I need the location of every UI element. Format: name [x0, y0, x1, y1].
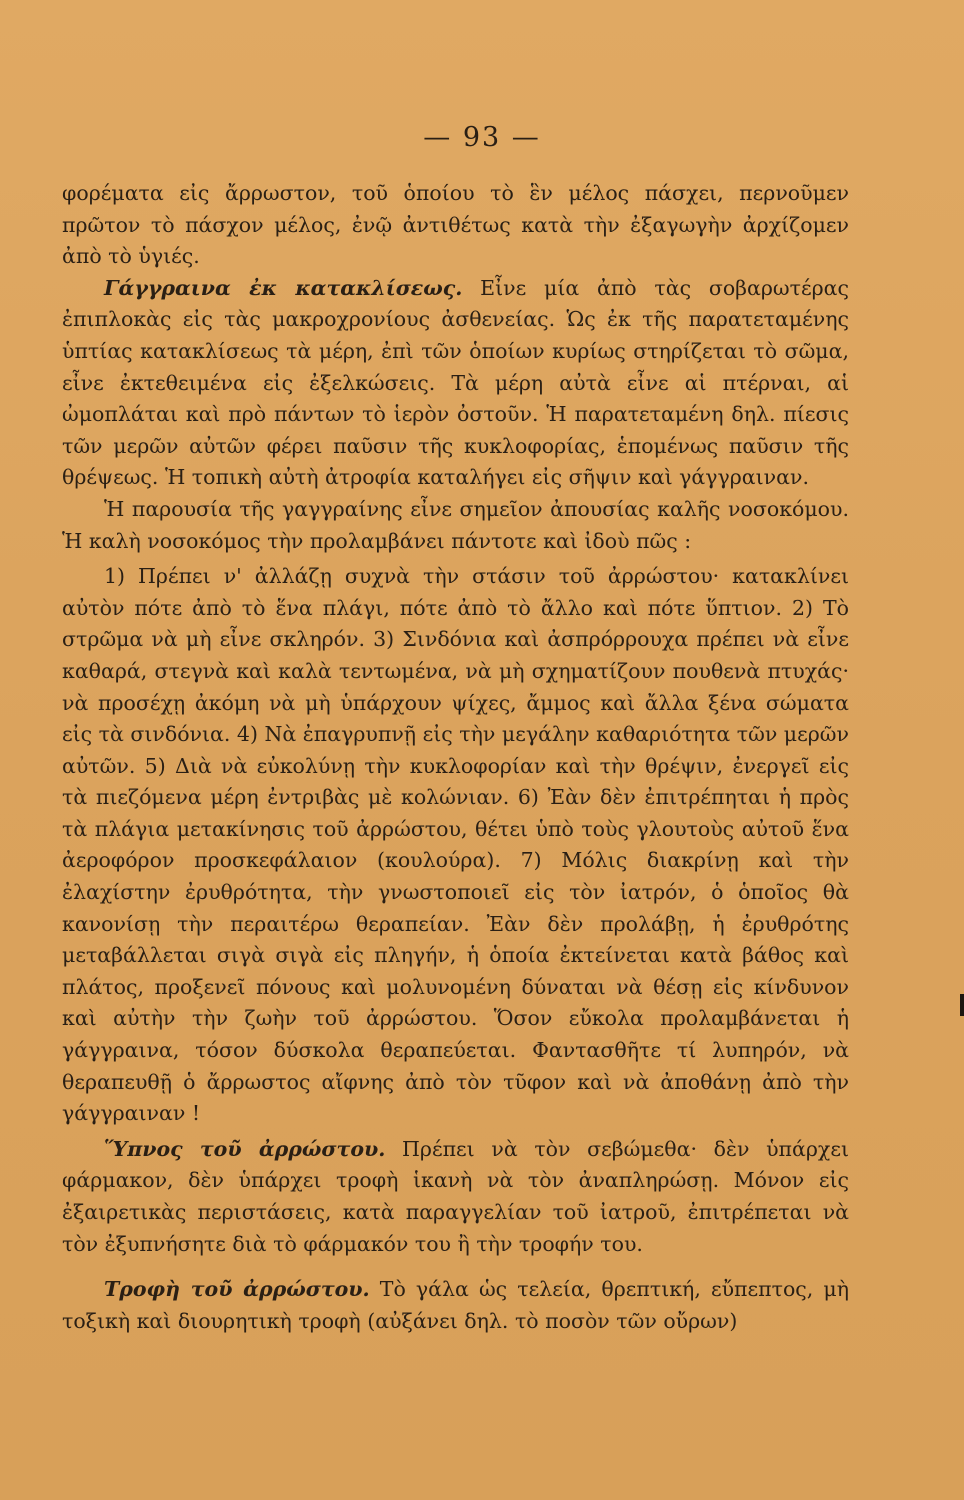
paragraph-sleep [62, 1134, 849, 1260]
paragraph-gangrene [62, 273, 849, 494]
paragraph-food [62, 1274, 849, 1337]
body-text [62, 178, 849, 1337]
section-heading-gangrene: Γάγγραινα ἐκ κατακλίσεως. [104, 275, 463, 300]
paragraph-nurse [62, 494, 849, 557]
paragraph-text: Πρέπει νὰ τὸν σεβώμεθα· δὲν ὑπάρχει φάρμακον, δὲν ὑπάρχει τροφὴ ἱκανὴ νὰ τὸν ἀναπληρώσῃ. Μόνον εἰς ἐξαιρετικὰς περιστάσεις, κατὰ παραγγελίαν τοῦ ἰατροῦ, ἐπιτρέπεται νὰ τὸν ἐξυπνήσητε διὰ τὸ φάρμακόν του ἢ τὴν τροφήν του. [62, 1136, 850, 1256]
section-heading-food: Τροφὴ τοῦ ἀρρώστου. [104, 1277, 370, 1302]
section-heading-sleep: Ὕπνος τοῦ ἀρρώστου. [104, 1136, 386, 1161]
paragraph-text: Ἡ παρουσία τῆς γαγγραίνης εἶνε σημεῖον ἀπουσίας καλῆς νοσοκόμου. Ἡ καλὴ νοσοκόμος τὴν προλαμβάνει πάντοτε καὶ ἰδοὺ πῶς : [62, 496, 849, 553]
paragraph-text: Τὸ γάλα ὡς τελεία, θρεπτική, εὔπεπτος, μὴ τοξικὴ καὶ διουρητικὴ τροφὴ (αὐξάνει δηλ. τὸ ποσὸν τῶν οὔρων) [62, 1277, 849, 1333]
page-number: — 93 — [423, 122, 541, 153]
paragraph-measures [62, 561, 849, 1130]
paragraph-text: 1) Πρέπει ν' ἀλλάζῃ συχνὰ τὴν στάσιν τοῦ ἀρρώστου· κατακλίνει αὐτὸν πότε ἀπὸ τὸ ἕνα πλάγι, πότε ἀπὸ τὸ ἄλλο καὶ πότε ὕπτιον. 2) Τὸ στρῶμα νὰ μὴ εἶνε σκληρόν. 3) Σινδόνια καὶ ἀσπρόρρουχα πρέπει νὰ εἶνε καθαρά, στεγνὰ καὶ καλὰ τεντωμένα, νὰ μὴ σχηματίζουν πουθενὰ πτυχάς· νὰ προσέχῃ ἀκόμη νὰ μὴ ὑπάρχουν ψίχες, ἄμμος καὶ ἄλλα ξένα σώματα εἰς τὰ σινδόνια. 4) Νὰ ἐπαγρυπνῇ εἰς τὴν μεγάλην καθαριότητα τῶν μερῶν αὐτῶν. 5) Διὰ νὰ εὐκολύνῃ τὴν κυκλοφορίαν καὶ τὴν θρέψιν, ἐνεργεῖ εἰς τὰ πιεζόμενα μέρη ἐντριβὰς μὲ κολώνιαν. 6) Ἐὰν δὲν ἐπιτρέπηται ἡ πρὸς τὰ πλάγια μετακίνησις τοῦ ἀρρώστου, θέτει ὑπὸ τοὺς γλουτοὺς αὐτοῦ ἕνα ἀεροφόρον προσκεφάλαιον (κουλούρα). 7) Μόλις διακρίνῃ καὶ τὴν ἐλαχίστην ἐρυθρότητα, τὴν γνωστοποιεῖ εἰς τὸν ἰατρόν, ὁ ὁποῖος θὰ κανονίσῃ τὴν περαιτέρω θεραπείαν. Ἐὰν δὲν προλάβῃ, ἡ ἐρυθρότης μεταβάλλεται σιγὰ σιγὰ εἰς πληγήν, ἡ ὁποία ἐκτείνεται κατὰ βάθος καὶ πλάτος, προξενεῖ πόνους καὶ μολυνομένη δύναται νὰ θέσῃ εἰς κίνδυνον καὶ αὐτὴν τὴν ζωὴν τοῦ ἀρρώστου. Ὅσον εὔκολα προλαμβάνεται ἡ γάγγραινα, τόσον δύσκολα θεραπεύεται. Φαντασθῆτε τί λυπηρόν, νὰ θεραπευθῇ ὁ ἄρρωστος αἴφνης ἀπὸ τὸν τῦφον καὶ νὰ ἀποθάνῃ ἀπὸ τὴν γάγγραιναν ! [62, 564, 849, 1126]
page-edge-mark [960, 994, 964, 1016]
paragraph-continuation [62, 178, 849, 273]
paragraph-text: Εἶνε μία ἀπὸ τὰς σοβαρωτέρας ἐπιπλοκὰς εἰς τὰς μακροχρονίους ἀσθενείας. Ὡς ἐκ τῆς παρατεταμένης ὑπτίας κατακλίσεως τὰ μέρη, ἐπὶ τῶν ὁποίων κυρίως στηρίζεται τὸ σῶμα, εἶνε ἐκτεθειμένα εἰς ἐξελκώσεις. Τὰ μέρη αὐτὰ εἶνε αἱ πτέρναι, αἱ ὠμοπλάται καὶ πρὸ πάντων τὸ ἱερὸν ὀστοῦν. Ἡ παρατεταμένη δηλ. πίεσις τῶν μερῶν αὐτῶν φέρει παῦσιν τῆς κυκλοφορίας, ἑπομένως παῦσιν τῆς θρέψεως. Ἡ τοπικὴ αὐτὴ ἀτροφία καταλήγει εἰς σῆψιν καὶ γάγγραιναν. [62, 275, 849, 490]
paragraph-text: φορέματα εἰς ἄρρωστον, τοῦ ὁποίου τὸ ἓν μέλος πάσχει, περνοῦμεν πρῶτον τὸ πάσχον μέλος, ἐνῷ ἀντιθέτως κατὰ τὴν ἐξαγωγὴν ἀρχίζομεν ἀπὸ τὸ ὑγιές. [62, 181, 849, 269]
